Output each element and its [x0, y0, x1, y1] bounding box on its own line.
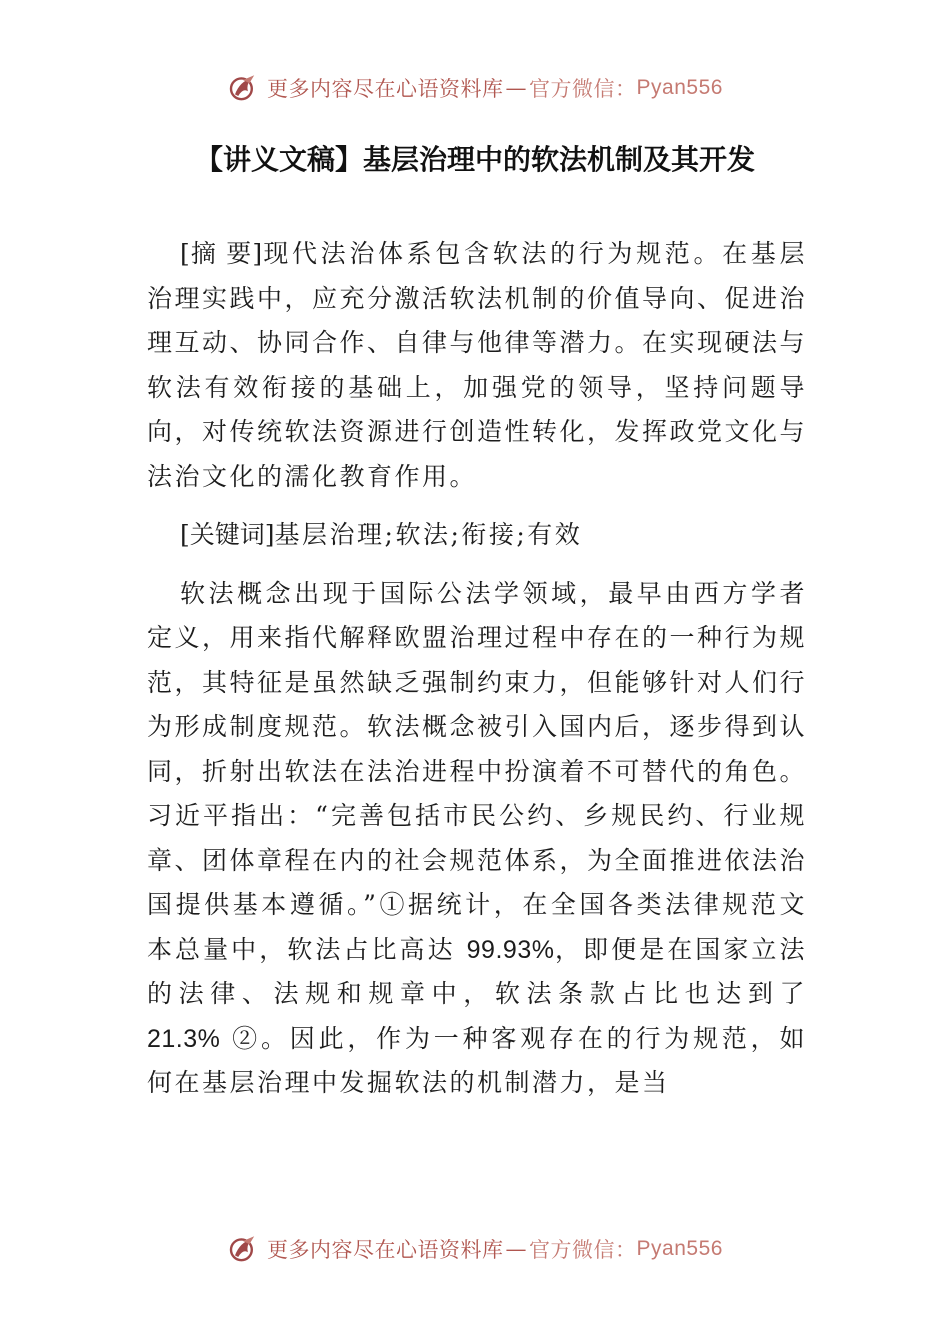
watermark-contact-id: Pyan556: [636, 76, 723, 99]
watermark-contact-id: Pyan556: [636, 1237, 723, 1260]
footer-watermark: [0, 1233, 950, 1265]
abstract-text: 现代法治体系包含软法的行为规范。在基层治理实践中，应充分激活软法机制的价值导向、促进治理互动、协同合作、自律与他律等潜力。在实现硬法与软法有效衔接的基础上，加强党的领导，坚持问题导向，对传统软法资源进行创造性转化，发挥政党文化与法治文化的濡化教育作用。: [147, 239, 808, 491]
body-text-part3: ②。因此，作为一种客观存在的行为规范，如何在基层治理中发掘软法的机制潜力，是当: [147, 1023, 807, 1097]
abstract-paragraph: [147, 232, 807, 499]
watermark-site-text: 更多内容尽在心语资料库: [267, 1238, 504, 1262]
watermark-site-text: 更多内容尽在心语资料库: [267, 77, 504, 101]
keywords-paragraph: [147, 513, 807, 558]
flame-swirl-logo-icon: [227, 72, 259, 104]
body-text-part1: 软法概念出现于国际公法学领域，最早由西方学者定义，用来指代解释欧盟治理过程中存在的一种行为规范，其特征是虽然缺乏强制约束力，但能够针对人们行为形成制度规范。软法概念被引入国内后，逐步得到认同，折射出软法在法治进程中扮演着不可替代的角色。习近平指出：“完善包括市民公约、乡规民约、行业规章、团体章程在内的社会规范体系，为全面推进依法治国提供基本遵循。”①据统计，在全国各类法律规范文本总量中，软法占比高达: [147, 578, 808, 964]
watermark-dash: —: [505, 1237, 528, 1261]
stat-soft-law-clause-share: 21.3%: [147, 1024, 221, 1053]
abstract-label: [摘 要]: [180, 239, 263, 268]
header-watermark: [0, 72, 950, 104]
flame-swirl-logo-icon: [227, 1233, 259, 1265]
watermark-contact-label: 官方微信：: [529, 77, 637, 101]
document-body: [147, 232, 807, 1120]
keywords-label: [关键词]: [180, 520, 275, 549]
stat-soft-law-share: 99.93%: [466, 935, 555, 964]
keywords-text: 基层治理;软法;衔接;有效: [274, 520, 583, 549]
body-paragraph: [147, 572, 807, 1106]
watermark-dash: —: [505, 76, 528, 100]
body-text-part2: ，即便是在国家立法的法律、法规和规章中，软法条款占比也达到了: [147, 934, 807, 1008]
document-title: 【讲义文稿】基层治理中的软法机制及其开发: [194, 143, 755, 176]
watermark-contact-label: 官方微信：: [529, 1238, 637, 1262]
